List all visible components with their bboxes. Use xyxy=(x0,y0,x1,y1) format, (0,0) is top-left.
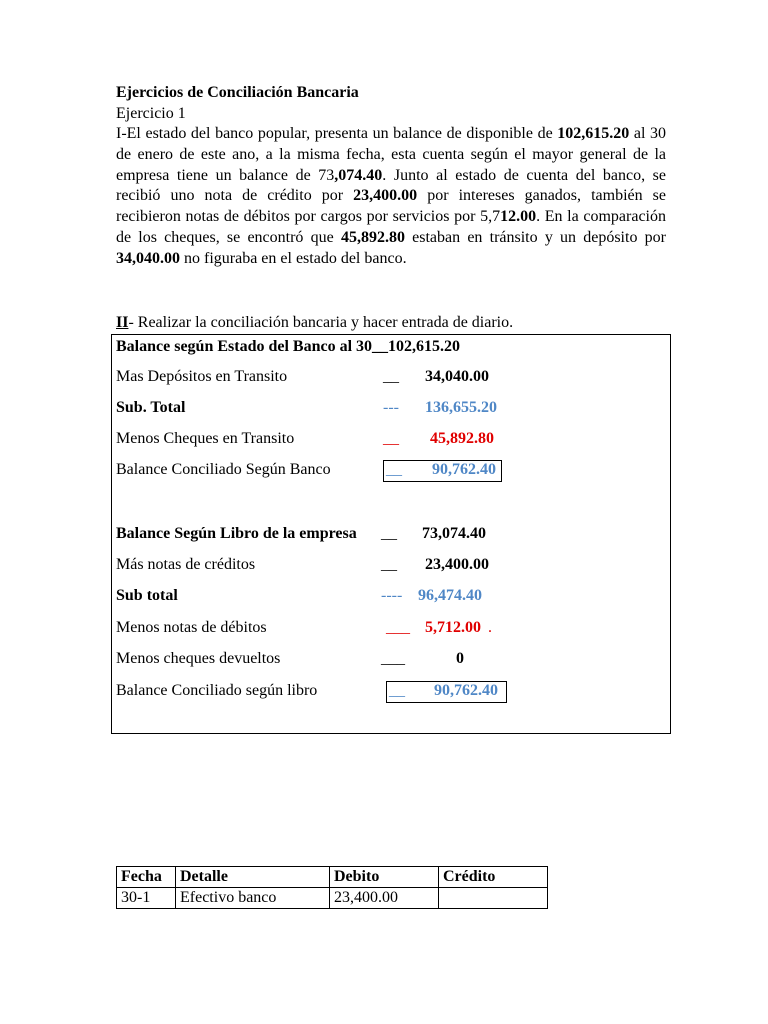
bank-row-dash: __ xyxy=(386,461,402,478)
exercise-subtitle: Ejercicio 1 xyxy=(116,105,186,122)
journal-cell-debito: 23,400.00 xyxy=(330,888,439,909)
paragraph-bold-amount: ,074.40 xyxy=(334,166,383,184)
paragraph-text: estaban en tránsito y un depósito por xyxy=(404,228,666,246)
bank-row-amount: 34,040.00 xyxy=(425,368,489,385)
book-row-dash: __ xyxy=(381,556,397,573)
paragraph-bold-amount: 45,892.80 xyxy=(340,228,405,246)
bank-row-dash: --- xyxy=(383,399,399,416)
book-row-label: Menos notas de débitos xyxy=(116,619,267,636)
book-row-dash: ___ xyxy=(386,619,410,636)
task-prefix: II xyxy=(116,314,129,331)
paragraph-bold-amount: 102,615.20 xyxy=(557,125,630,142)
paragraph-bold-amount: 12.00 xyxy=(500,208,537,226)
journal-header-credito: Crédito xyxy=(439,867,548,888)
paragraph-text: I-El estado del banco popular, presenta un balance de disponible de xyxy=(116,125,558,142)
paragraph-bold-amount: 34,040.00 xyxy=(116,249,180,267)
journal-cell-detalle: Efectivo banco xyxy=(176,888,330,909)
bank-row-amount: 90,762.40 xyxy=(432,461,496,478)
journal-header-detalle: Detalle xyxy=(176,867,330,888)
book-row-label: Menos cheques devueltos xyxy=(116,650,281,667)
bank-row-label: Balance Conciliado Según Banco xyxy=(116,461,331,478)
paragraph-text: al 30 de enero de este ano, a la misma fecha, esta cuenta según el mayor general de la empresa tiene un balance de 73 xyxy=(116,125,666,184)
paragraph-bold-amount: 23,400.00 xyxy=(353,187,418,205)
bank-row-dash: __ xyxy=(383,430,399,447)
book-row-dash: ---- xyxy=(381,587,403,604)
book-row-amount-suffix: . xyxy=(488,619,492,636)
bank-row-amount: 136,655.20 xyxy=(425,399,497,416)
bank-row-label: Sub. Total xyxy=(116,399,186,416)
bank-row-dash: __ xyxy=(383,368,399,385)
journal-cell-fecha: 30-1 xyxy=(117,888,176,909)
journal-header-debito: Debito xyxy=(330,867,439,888)
journal-header-row xyxy=(117,867,548,888)
journal-header-fecha: Fecha xyxy=(117,867,176,888)
document-title: Ejercicios de Conciliación Bancaria xyxy=(116,84,359,101)
table-row xyxy=(117,888,548,909)
book-row-amount: 96,474.40 xyxy=(418,587,482,604)
book-row-amount: 23,400.00 xyxy=(425,556,489,573)
book-row-dash: ___ xyxy=(381,650,405,667)
book-row-label: Balance Conciliado según libro xyxy=(116,682,318,699)
book-balance-header-dash: __ xyxy=(381,525,397,542)
bank-row-label: Menos Cheques en Transito xyxy=(116,430,295,447)
bank-row-amount: 45,892.80 xyxy=(430,430,494,447)
bank-balance-header: Balance según Estado del Banco al 30__102,615.20 xyxy=(116,338,461,355)
book-balance-header-label: Balance Según Libro de la empresa xyxy=(116,525,357,542)
journal-cell-credito xyxy=(439,888,548,909)
paragraph-text: no figuraba en el estado del banco. xyxy=(180,249,407,267)
book-row-dash: __ xyxy=(389,682,405,699)
task-instruction xyxy=(116,314,513,332)
book-row-label: Más notas de créditos xyxy=(116,556,256,573)
paragraph-text: . Junto al estado de cuenta del banco, se recibió uno nota de crédito por xyxy=(116,166,666,205)
book-row-amount: 0 xyxy=(456,650,464,667)
paragraph-text: por intereses ganados, también se recibieron notas de débitos por cargos por servicios por 5,7 xyxy=(116,187,666,226)
problem-statement xyxy=(116,124,666,270)
task-text: - Realizar la conciliación bancaria y hacer entrada de diario. xyxy=(128,314,514,331)
book-row-amount: 90,762.40 xyxy=(434,682,498,699)
book-row-amount: 5,712.00 xyxy=(425,619,481,636)
book-balance-header-amount: 73,074.40 xyxy=(422,525,486,542)
paragraph-text: . En la comparación de los cheques, se encontró que xyxy=(116,208,666,246)
bank-row-label: Mas Depósitos en Transito xyxy=(116,368,288,385)
book-row-label: Sub total xyxy=(116,587,178,604)
journal-entry-table xyxy=(116,866,548,909)
